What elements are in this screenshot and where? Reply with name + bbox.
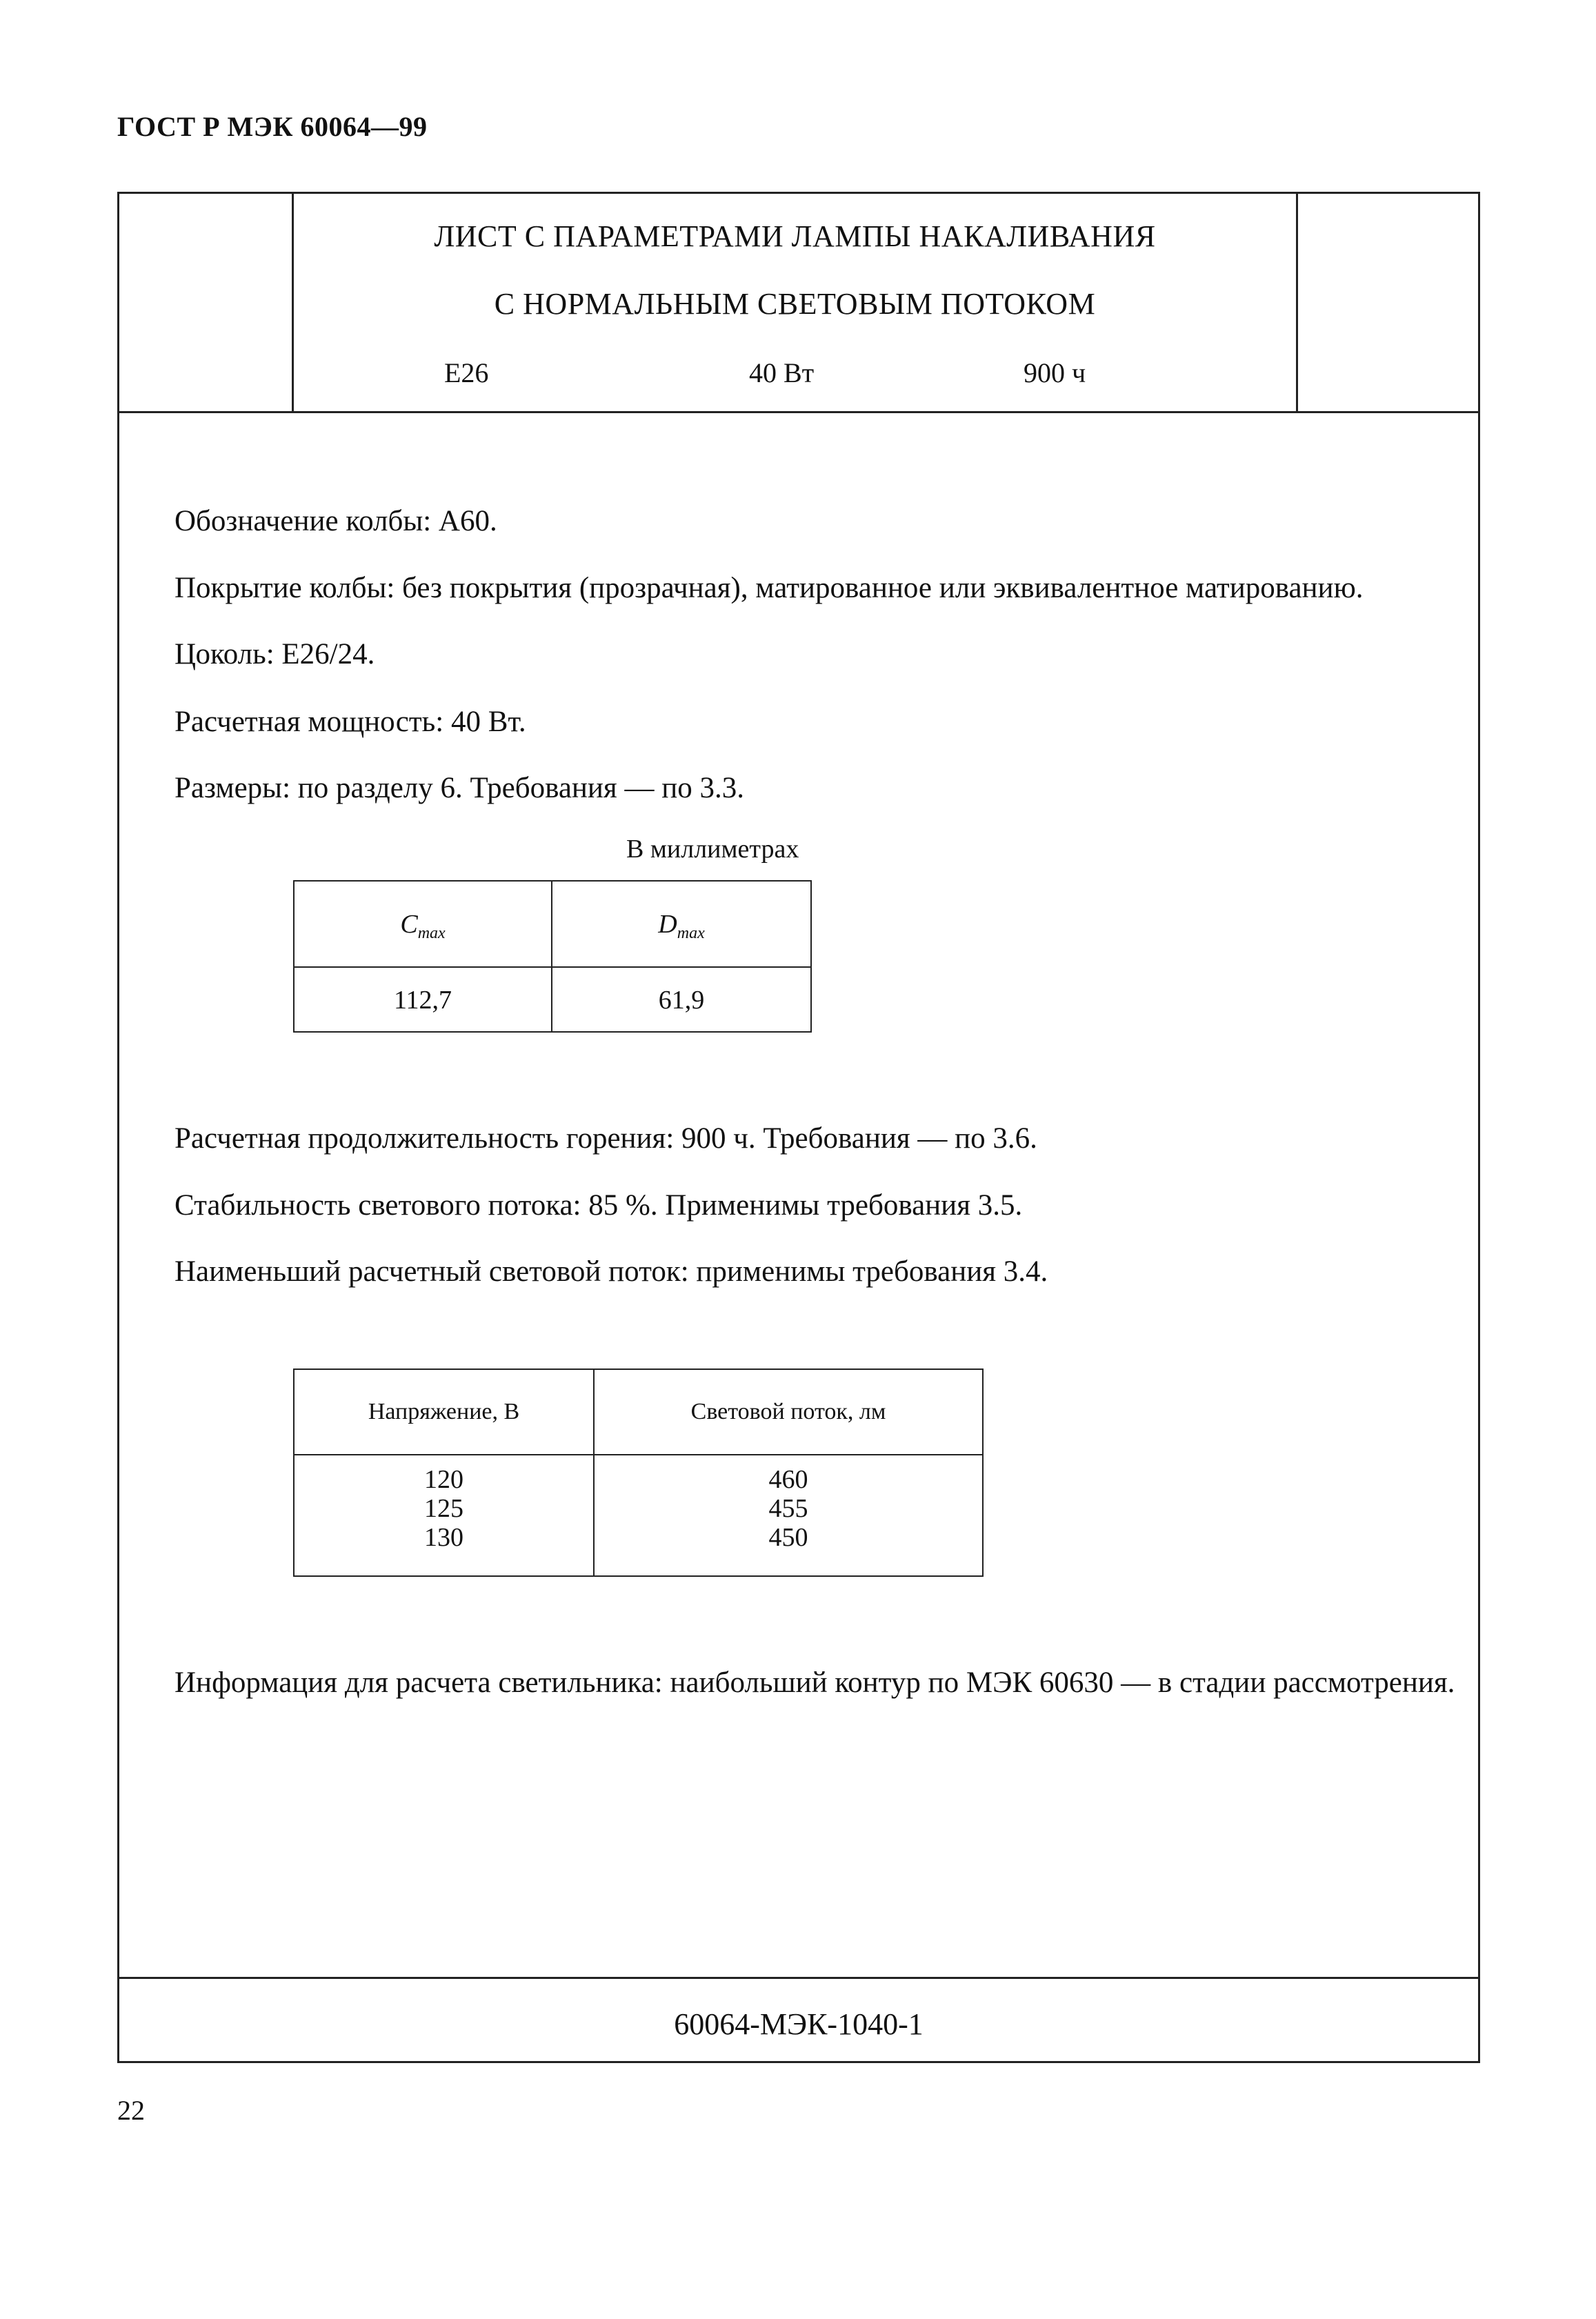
footer-block bbox=[119, 1977, 1478, 2061]
flux-table-divider-h bbox=[295, 1454, 982, 1455]
flux-cell: 455 bbox=[768, 1494, 808, 1523]
spec-cap: E26 bbox=[444, 357, 489, 388]
d-subscript: max bbox=[677, 924, 705, 942]
sheet-code: 60064-МЭК-1040-1 bbox=[674, 2007, 924, 2041]
page-number: 22 bbox=[117, 2095, 145, 2126]
spec-life: 900 ч bbox=[1024, 357, 1086, 388]
flux-table bbox=[293, 1368, 984, 1577]
paragraph-coating: Покрытие колбы: без покрытия (прозрачная), матированное или эквивалентное матированию. bbox=[174, 572, 1364, 604]
header-d-max bbox=[552, 909, 810, 942]
c-subscript: max bbox=[417, 924, 446, 942]
unit-note: В миллиметрах bbox=[626, 835, 799, 864]
flux-cell: 450 bbox=[768, 1523, 808, 1552]
voltage-cell: 120 bbox=[424, 1465, 463, 1494]
flux-column bbox=[595, 1465, 982, 1552]
paragraph-power: Расчетная мощность: 40 Вт. bbox=[174, 706, 526, 738]
document-header-title: ГОСТ Р МЭК 60064—99 bbox=[117, 111, 428, 142]
spec-power: 40 Вт bbox=[749, 357, 815, 388]
flux-cell: 460 bbox=[768, 1465, 808, 1494]
data-sheet-frame bbox=[117, 192, 1480, 2063]
paragraph-dimensions: Размеры: по разделу 6. Требования — по 3.3. bbox=[174, 772, 744, 804]
sheet-title-line-2: С НОРМАЛЬНЫМ СВЕТОВЫМ ПОТОКОМ bbox=[494, 287, 1096, 321]
voltage-column bbox=[295, 1465, 593, 1552]
paragraph-base: Цоколь: Е26/24. bbox=[174, 638, 375, 670]
paragraph-bulb: Обозначение колбы: А60. bbox=[174, 505, 497, 537]
header-voltage: Напряжение, В bbox=[368, 1399, 520, 1424]
title-block-right-cell bbox=[1296, 194, 1478, 411]
sheet-title-line-1: ЛИСТ С ПАРАМЕТРАМИ ЛАМПЫ НАКАЛИВАНИЯ bbox=[434, 219, 1156, 253]
paragraph-luminaire-info: Информация для расчета светильника: наибольший контур по МЭК 60630 — в стадии рассмотрения. bbox=[174, 1666, 1455, 1699]
paragraph-stability: Стабильность светового потока: 85 %. Применимы требования 3.5. bbox=[174, 1189, 1023, 1222]
voltage-cell: 125 bbox=[424, 1494, 463, 1523]
d-symbol: D bbox=[658, 910, 677, 939]
title-block bbox=[119, 194, 1478, 413]
voltage-cell: 130 bbox=[424, 1523, 463, 1552]
header-flux: Световой поток, лм bbox=[690, 1399, 886, 1424]
title-block-left-cell bbox=[119, 194, 294, 411]
c-symbol: C bbox=[400, 910, 418, 939]
dimensions-table-divider-h bbox=[295, 966, 810, 968]
header-c-max bbox=[295, 909, 551, 942]
value-d-max: 61,9 bbox=[658, 986, 705, 1015]
value-c-max: 112,7 bbox=[393, 986, 452, 1015]
paragraph-min-flux: Наименьший расчетный световой поток: применимы требования 3.4. bbox=[174, 1255, 1048, 1288]
dimensions-table bbox=[293, 880, 812, 1033]
paragraph-life: Расчетная продолжительность горения: 900 ч. Требования — по 3.6. bbox=[174, 1122, 1037, 1155]
